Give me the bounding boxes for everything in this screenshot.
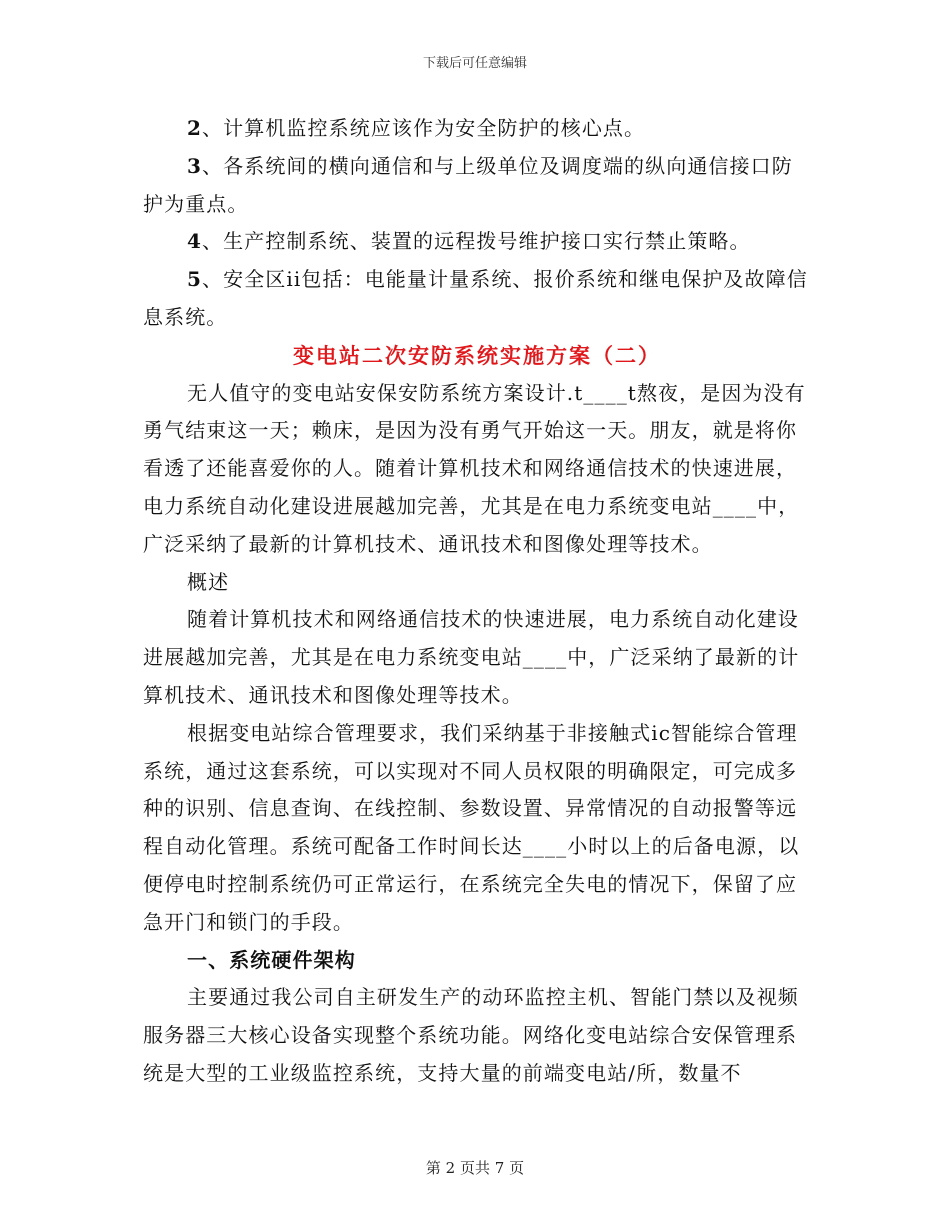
page-footer: 第 2 页共 7 页	[425, 1159, 525, 1177]
item-text: 、生产控制系统、装置的远程拨号维护接口实行禁止策略。	[202, 229, 751, 254]
paragraph-hardware: 主要通过我公司自主研发生产的动环监控主机、智能门禁以及视频服务器三大核心设备实现整个系统功能。网络化变电站综合安保管理系统是大型的工业级监控系统，支持大量的前端变电站/所，数量不	[143, 985, 799, 1085]
item-text: 、各系统间的横向通信和与上级单位及调度端的纵向通信接口防护为重点。	[143, 153, 793, 216]
item-text: 、计算机监控系统应该作为安全防护的核心点。	[202, 116, 646, 140]
list-item-5	[143, 261, 811, 337]
page-header: 下载后可任意编辑	[422, 56, 527, 71]
item-number: 3	[187, 153, 203, 178]
list-item-2	[143, 110, 811, 148]
paragraph-intro: 无人值守的变电站安保安防系统方案设计.t____t熬夜，是因为没有勇气结束这一天；赖床，是因为没有勇气开始这一天。朋友，就是将你看透了还能喜爱你的人。随着计算机技术和网络通信技术的快速进展，电力系统自动化建设进展越加完善，尤其是在电力系统变电站____中，广泛采纳了最新的计算机技术、通讯技术和图像处理等技术。	[143, 380, 806, 556]
item-text: 、安全区ii包括：电能量计量系统、报价系统和继电保护及故障信息系统。	[143, 267, 808, 329]
document-title: 变电站二次安防系统实施方案（二）	[293, 342, 661, 368]
list-item-3	[143, 148, 811, 224]
item-number: 2	[187, 116, 203, 140]
document-body	[143, 110, 811, 1093]
paragraph-overview: 随着计算机技术和网络通信技术的快速进展，电力系统自动化建设进展越加完善，尤其是在电力系统变电站____中，广泛采纳了最新的计算机技术、通讯技术和图像处理等技术。	[143, 607, 800, 707]
heading-hardware-architecture: 一、系统硬件架构	[187, 947, 356, 972]
list-item-4	[143, 223, 811, 261]
item-number: 5	[187, 267, 203, 292]
item-number: 4	[187, 229, 203, 254]
paragraph-requirements: 根据变电站综合管理要求，我们采纳基于非接触式ic智能综合管理系统，通过这套系统，可以实现对不同人员权限的明确限定，可完成多种的识别、信息查询、在线控制、参数设置、异常情况的自动报警等远程自动化管理。系统可配备工作时间长达____小时以上的后备电源，以便停电时控制系统仍可正常运行，在系统完全失电的情况下，保留了应急开门和锁门的手段。	[143, 720, 800, 934]
heading-overview: 概述	[187, 569, 230, 594]
